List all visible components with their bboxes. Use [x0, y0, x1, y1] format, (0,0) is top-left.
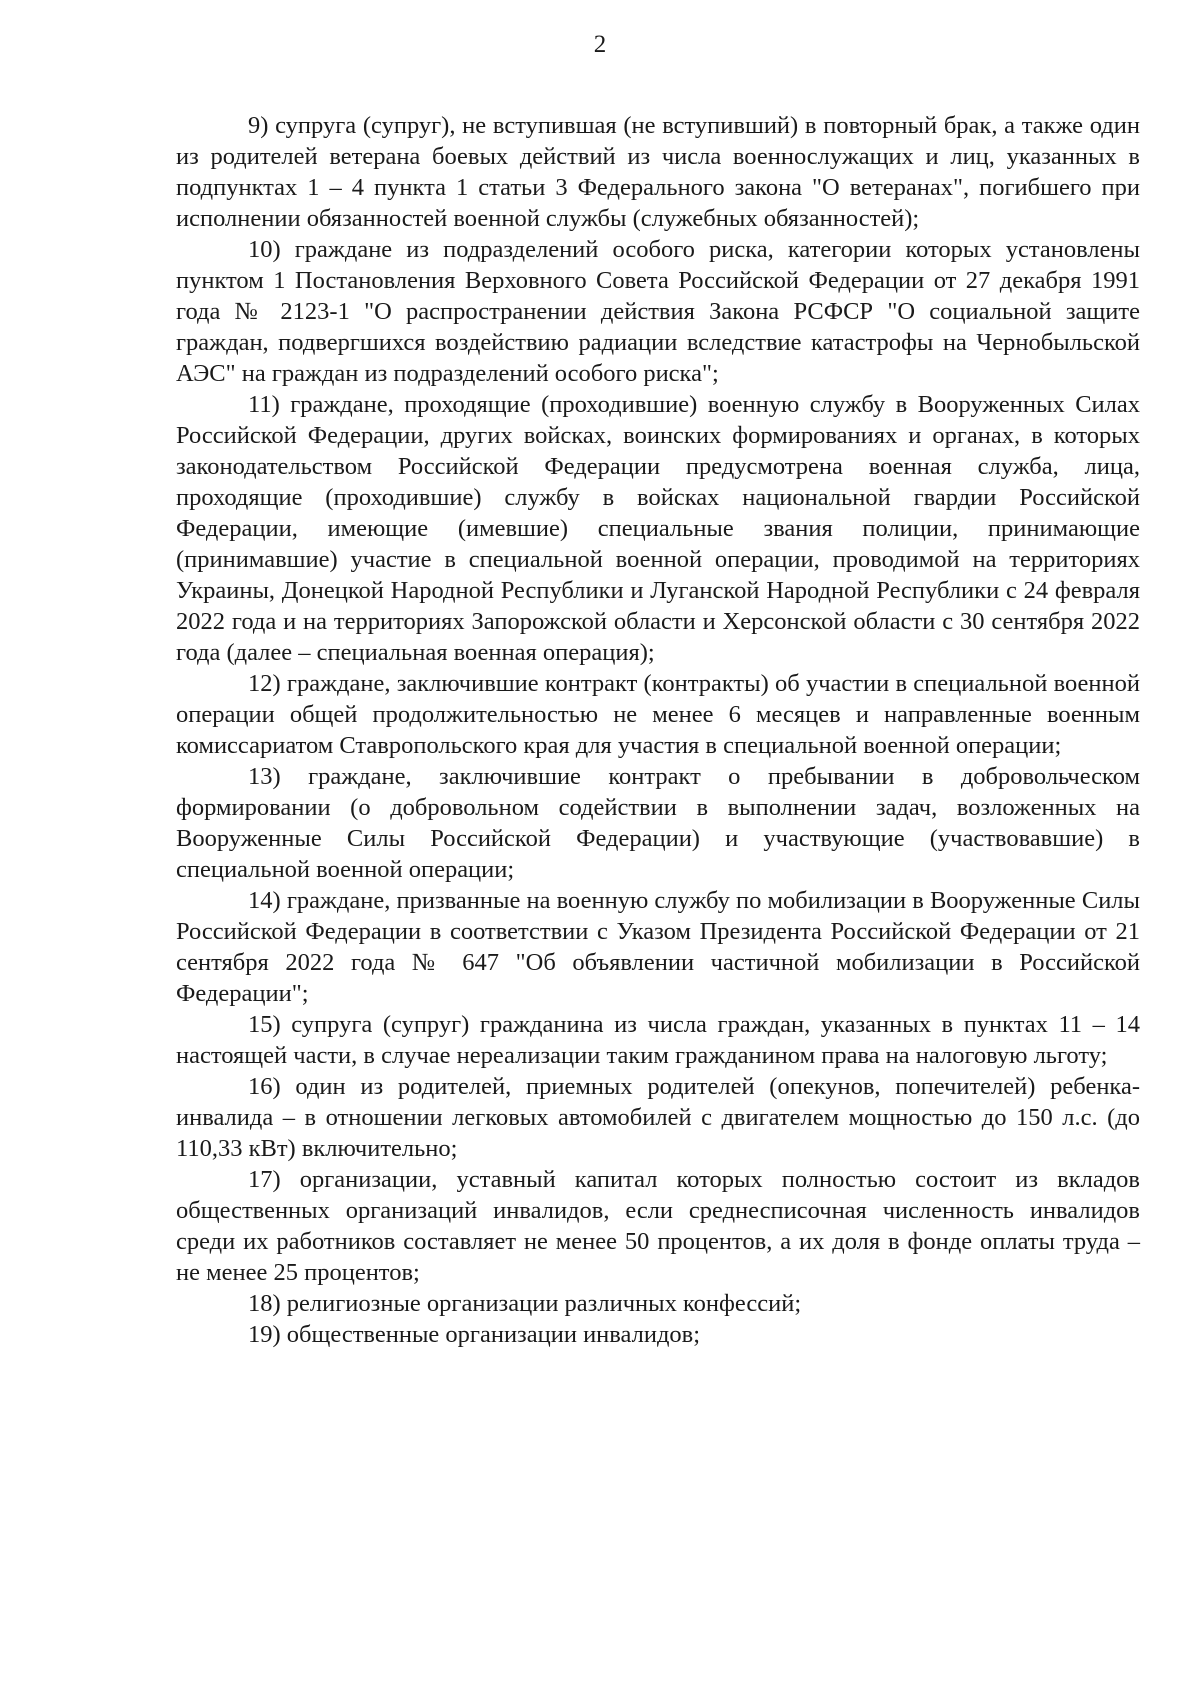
list-item-10: 10) граждане из подразделений особого риска, категории которых установлены пунктом 1 Постановления Верховного Совета Российской Федерации от 27 декабря 1991 года № 2123-1 "О распространении действия Закона РСФСР "О социальной защите граждан, подвергшихся воздействию радиации вследствие катастрофы на Чернобыльской АЭС" на граждан из подразделений особого риска";: [176, 236, 1140, 387]
list-item-14: 14) граждане, призванные на военную службу по мобилизации в Вооруженные Силы Российской Федерации в соответствии с Указом Президента Российской Федерации от 21 сентября 2022 года № 647 "Об объявлении частичной мобилизации в Российской Федерации";: [176, 887, 1140, 1007]
list-item-12: 12) граждане, заключившие контракт (контракты) об участии в специальной военной операции общей продолжительностью не менее 6 месяцев и направленные военным комиссариатом Ставропольского края для участия в специальной военной операции;: [176, 670, 1140, 759]
page-number: 2: [593, 31, 607, 58]
document-body: [176, 110, 1140, 1350]
list-item-18: 18) религиозные организации различных конфессий;: [248, 1290, 802, 1317]
list-item-13: 13) граждане, заключившие контракт о пребывании в добровольческом формировании (о добровольном содействии в выполнении задач, возложенных на Вооруженные Силы Российской Федерации) и участвующие (участвовавшие) в специальной военной операции;: [176, 763, 1140, 883]
list-item-15: 15) супруга (супруг) гражданина из числа граждан, указанных в пунктах 11 – 14 настоящей части, в случае нереализации таким гражданином права на налоговую льготу;: [176, 1011, 1140, 1069]
list-item-17: 17) организации, уставный капитал которых полностью состоит из вкладов общественных организаций инвалидов, если среднесписочная численность инвалидов среди их работников составляет не менее 50 процентов, а их доля в фонде оплаты труда – не менее 25 процентов;: [176, 1166, 1140, 1286]
list-item-9: 9) супруга (супруг), не вступившая (не вступивший) в повторный брак, а также один из родителей ветерана боевых действий из числа военнослужащих и лиц, указанных в подпунктах 1 – 4 пункта 1 статьи 3 Федерального закона "О ветеранах", погибшего при исполнении обязанностей военной службы (служебных обязанностей);: [176, 112, 1140, 232]
list-item-11: 11) граждане, проходящие (проходившие) военную службу в Вооруженных Силах Российской Федерации, других войсках, воинских формированиях и органах, в которых законодательством Российской Федерации предусмотрена военная служба, лица, проходящие (проходившие) службу в войсках национальной гвардии Российской Федерации, имеющие (имевшие) специальные звания полиции, принимающие (принимавшие) участие в специальной военной операции, проводимой на территориях Украины, Донецкой Народной Республики и Луганской Народной Республики с 24 февраля 2022 года и на территориях Запорожской области и Херсонской области с 30 сентября 2022 года (далее – специальная военная операция);: [176, 391, 1140, 666]
list-item-19: 19) общественные организации инвалидов;: [248, 1321, 701, 1348]
list-item-16: 16) один из родителей, приемных родителей (опекунов, попечителей) ребенка-инвалида – в отношении легковых автомобилей с двигателем мощностью до 150 л.с. (до 110,33 кВт) включительно;: [176, 1073, 1140, 1162]
